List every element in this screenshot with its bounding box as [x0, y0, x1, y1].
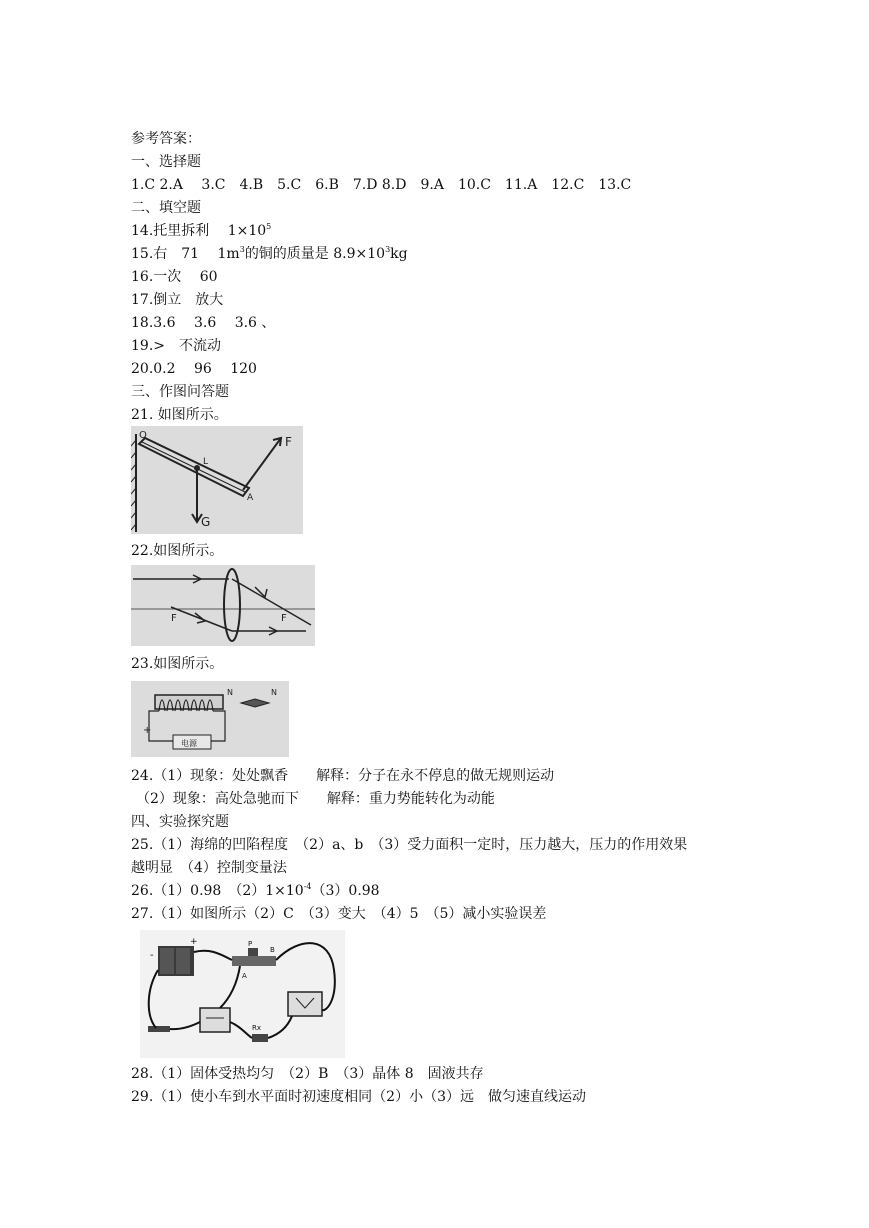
answer-15-exp2: 3	[385, 245, 391, 254]
answer-24-2: （2）现象：高处急驰而下 解释：重力势能转化为动能	[136, 791, 495, 807]
electromagnet-diagram	[131, 681, 289, 757]
mc-answers: 1.C 2.A 3.C 4.B 5.C 6.B 7.D 8.D 9.A 10.C 11.A 12.C 13.C	[131, 177, 632, 193]
lens-diagram	[131, 565, 315, 646]
label-g: G	[201, 515, 211, 529]
label-f: F	[285, 435, 292, 449]
label-rx: Rx	[252, 1024, 262, 1032]
answer-15-text-a: 15.右 71 1m	[131, 246, 240, 262]
label-l: L	[203, 457, 209, 467]
section-drawing: 三、作图问答题	[131, 384, 229, 400]
answer-26-exp: -4	[303, 882, 312, 891]
lever-diagram	[131, 426, 303, 534]
answer-25-1: 25.（1）海绵的凹陷程度 （2）a、b （3）受力面积一定时，压力越大，压力的作用效果	[131, 837, 688, 853]
answer-23: 23.如图所示。	[131, 656, 224, 672]
answer-24-1: 24.（1）现象：处处飘香 解释：分子在永不停息的做无规则运动	[131, 768, 555, 784]
answer-16: 16.一次 60	[131, 269, 218, 285]
answer-15-text-b: 的铜的质量是 8.9×10	[244, 246, 386, 262]
answer-25-2: 越明显 （4）控制变量法	[131, 860, 287, 876]
label-a-terminal: A	[242, 972, 247, 980]
answer-26-text-a: 26.（1）0.98 （2）1×10	[131, 883, 304, 899]
answer-15	[131, 245, 408, 263]
answer-29: 29.（1）使小车到水平面时初速度相同（2）小（3）远 做匀速直线运动	[131, 1089, 586, 1105]
answer-27: 27.（1）如图所示（2）C （3）变大 （4）5 （5）减小实验误差	[131, 906, 547, 922]
label-focus-right: F	[281, 613, 287, 624]
label-a: A	[247, 493, 254, 503]
answer-header: 参考答案：	[131, 131, 201, 147]
label-p: P	[248, 940, 253, 948]
circuit-diagram	[140, 930, 345, 1058]
label-battery-minus: -	[150, 950, 154, 961]
answer-26	[131, 882, 380, 900]
label-b: B	[270, 946, 275, 954]
answer-26-text-b: （3）0.98	[311, 883, 380, 899]
answer-19: 19.> 不流动	[131, 338, 221, 354]
answer-18: 18.3.6 3.6 3.6 、	[131, 315, 276, 331]
label-plus: +	[143, 725, 152, 736]
answer-14	[131, 222, 271, 240]
section-choice: 一、选择题	[131, 154, 201, 170]
label-n-coil: N	[227, 688, 233, 697]
label-battery-plus: +	[190, 937, 198, 947]
label-o: O	[139, 430, 147, 441]
label-power: 电源	[181, 739, 197, 748]
answer-22: 22.如图所示。	[131, 543, 224, 559]
label-n-needle: N	[271, 688, 277, 697]
answer-15-exp1: 3	[239, 245, 245, 254]
answer-20: 20.0.2 96 120	[131, 361, 257, 377]
answer-21: 21. 如图所示。	[131, 407, 228, 423]
section-experiment: 四、实验探究题	[131, 814, 229, 830]
answer-14-text: 14.托里拆利 1×10	[131, 223, 267, 239]
answer-15-text-c: kg	[390, 246, 408, 262]
label-focus-left: F	[171, 613, 177, 624]
answer-28: 28.（1）固体受热均匀 （2）B （3）晶体 8 固液共存	[131, 1066, 484, 1082]
answer-17: 17.倒立 放大	[131, 292, 224, 308]
section-fill: 二、填空题	[131, 200, 201, 216]
answer-14-exp: 5	[266, 222, 272, 231]
